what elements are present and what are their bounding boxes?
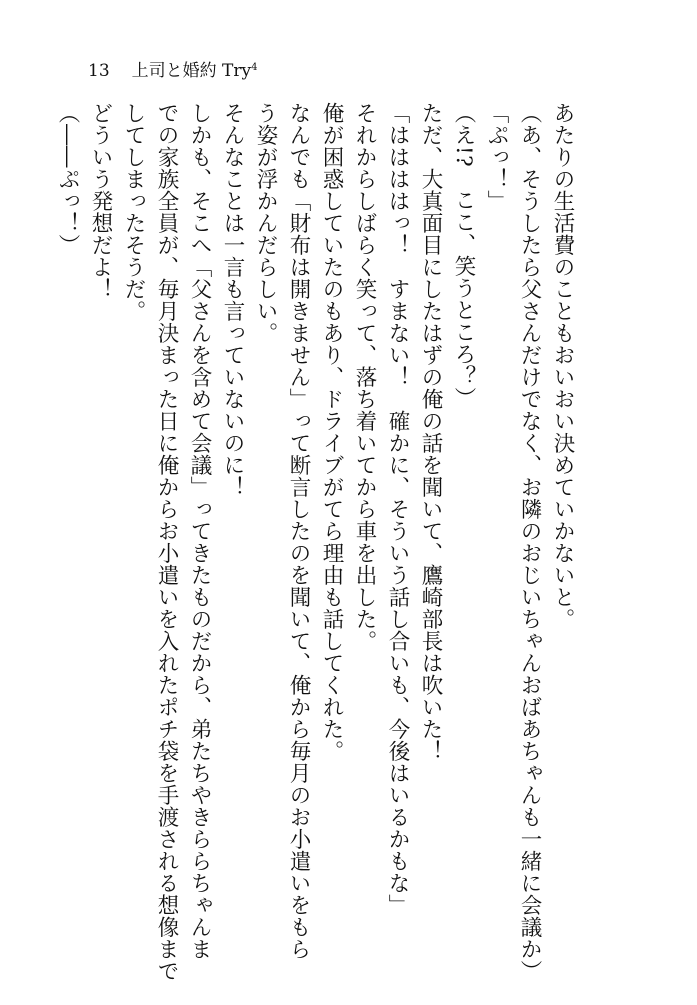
text-line: なんでも「財布は開きません」って断言したのを聞いて、俺から毎月のお小遣いをもら	[286, 102, 311, 960]
text-line: ただ、大真面目にしたはずの俺の話を聞いて、鷹崎部長は吹いた！	[418, 102, 443, 762]
title-superscript: 4	[251, 62, 258, 73]
text-line: （え!? ここ、笑うところ？）	[451, 102, 476, 410]
text-line: 「ぷっ！」	[484, 102, 509, 212]
text-line: （あ、そうしたら父さんだけでなく、お隣のおじいちゃんおばあちゃんも一緒に会議か）	[517, 102, 542, 982]
text-line: う姿が浮かんだらしい。	[253, 102, 278, 344]
running-header	[88, 58, 258, 81]
text-line: 俺が困惑していたのもあり、ドライブがてら理由も話してくれた。	[319, 102, 344, 762]
text-line: そんなことは一言も言っていないのに！	[220, 102, 245, 498]
book-title: 上司と婚約 Try	[131, 61, 252, 81]
text-line: どういう発想だよ！	[88, 102, 113, 300]
text-line: しかも、そこへ「父さんを含めて会議」ってきたものだから、弟たちやきららちゃんま	[187, 102, 212, 960]
text-line: 「ははははっ！ すまない！ 確かに、そういう話し合いも、今後はいるかもな」	[385, 102, 410, 916]
page-number: 13	[88, 61, 110, 81]
text-line: （――ぷっ！）	[55, 102, 80, 256]
text-line: してしまったそうだ。	[121, 102, 146, 322]
vertical-body-text	[51, 102, 579, 982]
text-line: それからしばらく笑って、落ち着いてから車を出した。	[352, 102, 377, 652]
text-line: での家族全員が、毎月決まった日に俺からお小遣いを入れたポチ袋を手渡される想像まで	[154, 102, 179, 982]
text-line: あたりの生活費のこともおいおい決めていかないと。	[550, 102, 575, 630]
